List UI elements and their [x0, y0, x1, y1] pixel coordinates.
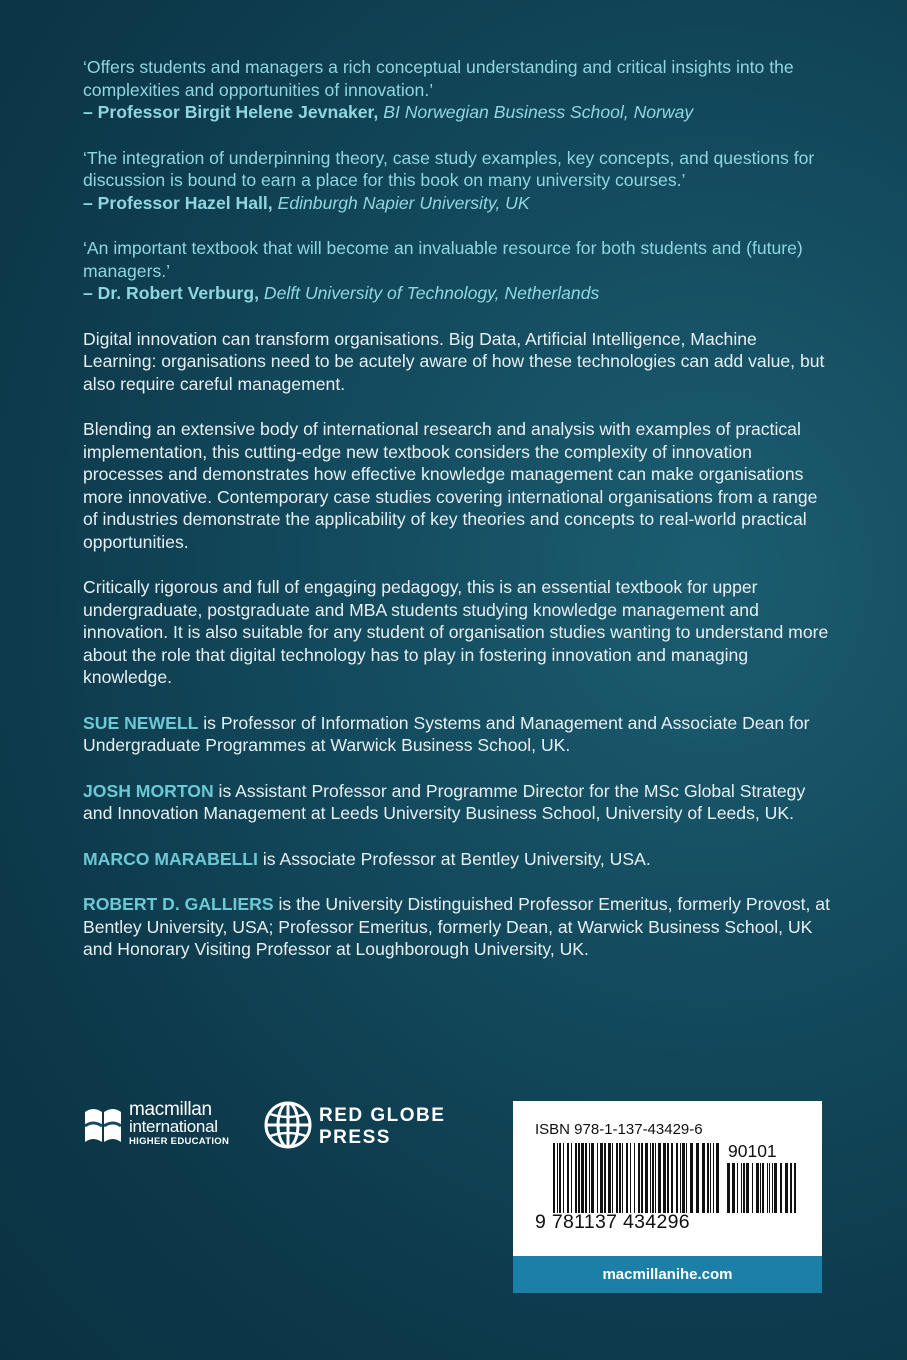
barcode-panel	[513, 1101, 822, 1293]
barcode-bar	[780, 1163, 782, 1213]
rgp-wordmark-line2: PRESS	[319, 1127, 391, 1148]
macmillan-book-icon	[83, 1102, 123, 1146]
barcode-bar	[616, 1143, 618, 1213]
barcode-bar	[557, 1143, 558, 1213]
quote-affiliation: Delft University of Technology, Netherlands	[263, 283, 600, 303]
quote-author: – Professor Birgit Helene Jevnaker,	[83, 102, 379, 122]
barcode-bar	[626, 1143, 628, 1213]
barcode-bar	[658, 1143, 661, 1213]
barcode-bar	[680, 1143, 681, 1213]
barcode-bar	[737, 1163, 738, 1213]
barcode-bar	[591, 1143, 594, 1213]
barcode-bar	[567, 1143, 569, 1213]
barcode-bar	[604, 1143, 606, 1213]
barcode-bar	[686, 1143, 687, 1213]
barcode-bar	[638, 1143, 640, 1213]
quote-affiliation: Edinburgh Napier University, UK	[277, 192, 530, 213]
endorsement-quote	[83, 147, 833, 215]
barcode-bar	[630, 1143, 631, 1213]
barcode-bar	[746, 1163, 749, 1213]
barcode-bar	[790, 1163, 792, 1213]
author-bio	[83, 893, 833, 961]
book-description	[83, 328, 833, 689]
macmillan-wordmark: macmillan	[129, 1099, 212, 1120]
barcode-bar	[710, 1143, 711, 1213]
barcode-bar	[752, 1163, 753, 1213]
quote-attribution	[83, 101, 833, 124]
barcode-bar	[600, 1143, 603, 1213]
barcode-bar	[732, 1163, 735, 1213]
quote-attribution	[83, 192, 833, 215]
description-paragraph: Blending an extensive body of international research and analysis with examples of practical implementation, this cutting-edge new textbook considers the complexity of innovation processes and demonstrates how effective knowledge management can make organisations more innovative. Contemporary case studies covering international organisations from a range of industries demonstrate the applicability of key theories and concepts to real-world practical opportunities.	[83, 419, 818, 552]
barcode-bar	[743, 1163, 745, 1213]
barcode-bar	[682, 1143, 685, 1213]
publisher-logos	[83, 1100, 463, 1152]
barcode-bar	[676, 1143, 678, 1213]
barcode-bar	[597, 1143, 598, 1213]
barcode-bar	[652, 1143, 654, 1213]
quote-text: ‘The integration of underpinning theory, case study examples, key concepts, and questions for discussion is bound to earn a place for this book on many university courses.’	[83, 147, 815, 190]
barcode-bar	[772, 1163, 773, 1213]
barcode-bar	[553, 1143, 555, 1213]
author-bio	[83, 848, 833, 871]
barcode-bar	[608, 1143, 611, 1213]
red-globe-press-logo	[263, 1100, 463, 1152]
barcode-bar	[559, 1143, 561, 1213]
barcode-bar	[612, 1143, 613, 1213]
barcode-bar	[571, 1143, 572, 1213]
publisher-website[interactable]: macmillanihe.com	[513, 1256, 822, 1293]
quote-text: ‘Offers students and managers a rich conceptual understanding and critical insights into the complexities and opportunities of innovation.’	[83, 57, 794, 100]
barcode-bar	[785, 1163, 788, 1213]
barcode-bar	[622, 1143, 623, 1213]
author-name: ROBERT D. GALLIERS	[83, 894, 274, 914]
barcode-bar	[794, 1163, 796, 1213]
author-bio-text: is Associate Professor at Bentley University, USA.	[257, 848, 651, 869]
barcode-bar	[641, 1143, 643, 1213]
quote-attribution	[83, 282, 833, 305]
isbn-label: ISBN 978-1-137-43429-6	[535, 1121, 703, 1138]
barcode-bar	[650, 1143, 651, 1213]
barcode-bar	[585, 1143, 587, 1213]
barcode-bar	[663, 1143, 666, 1213]
macmillan-subtitle: international	[129, 1117, 218, 1136]
addon-barcode	[727, 1163, 797, 1213]
endorsement-quote	[83, 56, 833, 124]
barcode-bar	[767, 1163, 768, 1213]
back-cover-text	[83, 56, 833, 984]
description-paragraph: Digital innovation can transform organisations. Big Data, Artificial Intelligence, Machine Learning: organisations need to be acutely aware of how these technologies can add value, but also require careful management.	[83, 328, 825, 394]
barcode-bar	[634, 1143, 635, 1213]
barcode-bar	[667, 1143, 669, 1213]
barcode-bar	[655, 1143, 656, 1213]
macmillan-tagline: HIGHER EDUCATION	[129, 1136, 230, 1147]
barcode-bar	[760, 1163, 761, 1213]
quote-text: ‘An important textbook that will become an invaluable resource for both students and (future) managers.’	[83, 238, 803, 281]
author-name: JOSH MORTON	[83, 780, 214, 801]
author-bio-text: is the University Distinguished Professor Emeritus, formerly Provost, at Bentley University, USA; Professor Emeritus, formerly Dean, at Warwick Business School, UK and Honorary Visiting Professor at Loughborough University, UK.	[83, 894, 830, 959]
quote-author: – Dr. Robert Verburg,	[83, 283, 259, 303]
quote-affiliation: BI Norwegian Business School, Norway	[383, 102, 694, 122]
author-bio	[83, 712, 833, 757]
barcode-bar	[702, 1143, 705, 1213]
isbn-barcode	[553, 1143, 721, 1213]
author-bio	[83, 780, 833, 825]
rgp-wordmark-line1: RED GLOBE	[319, 1105, 446, 1126]
barcode-bar	[713, 1143, 714, 1213]
barcode-bar	[741, 1163, 742, 1213]
globe-icon	[263, 1100, 313, 1150]
barcode-digits: 9 781137 434296	[535, 1211, 690, 1233]
endorsement-quote	[83, 237, 833, 305]
barcode-bar	[690, 1143, 693, 1213]
barcode-bar	[696, 1143, 699, 1213]
barcode-bar	[563, 1143, 564, 1213]
author-bios	[83, 712, 833, 961]
quote-author: – Professor Hazel Hall,	[83, 192, 273, 213]
author-bio-text: is Assistant Professor and Programme Director for the MSc Global Strategy and Innovation Management at Leeds University Business School, University of Leeds, UK.	[83, 780, 806, 823]
barcode-bar	[581, 1143, 584, 1213]
barcode-bar	[727, 1163, 730, 1213]
barcode-bar	[756, 1163, 759, 1213]
barcode-bar	[619, 1143, 621, 1213]
macmillan-logo	[83, 1100, 253, 1152]
barcode-addon: 90101	[728, 1141, 777, 1161]
author-bio-text: is Professor of Information Systems and Management and Associate Dean for Undergraduate Programmes at Warwick Business School, UK.	[83, 712, 810, 755]
barcode-bar	[707, 1143, 709, 1213]
barcode-bar	[578, 1143, 580, 1213]
barcode-bar	[769, 1163, 770, 1213]
barcode-bar	[575, 1143, 577, 1213]
barcode-bar	[774, 1163, 777, 1213]
barcode-bar	[762, 1163, 764, 1213]
author-name: MARCO MARABELLI	[83, 848, 258, 869]
barcode-bar	[589, 1143, 590, 1213]
description-paragraph: Critically rigorous and full of engaging pedagogy, this is an essential textbook for upper undergraduate, postgraduate and MBA students studying knowledge management and innovation. It is also suitable for any student of organisation studies wanting to understand more about the role that digital technology has to play in fostering innovation and managing knowledge.	[83, 577, 829, 687]
author-name: SUE NEWELL	[83, 712, 199, 733]
barcode-bar	[671, 1143, 673, 1213]
barcode-bar	[645, 1143, 648, 1213]
barcode-bar	[716, 1143, 719, 1213]
